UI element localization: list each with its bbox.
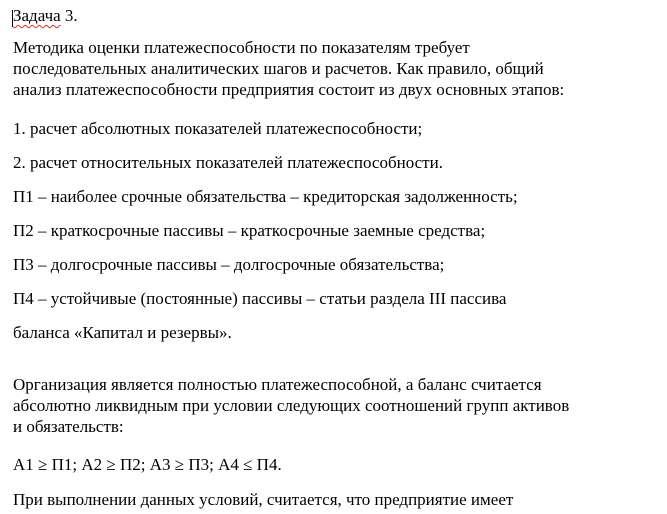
conditions-text: А1 ≥ П1; А2 ≥ П2; А3 ≥ П3; А4 ≤ П4. bbox=[13, 455, 282, 474]
task-title bbox=[13, 6, 78, 26]
paragraph1-line3: анализ платежеспособности предприятия состоит из двух основных этапов: bbox=[13, 80, 565, 99]
p1-definition: П1 – наиболее срочные обязательства – кредиторская задолженность; bbox=[13, 187, 518, 206]
paragraph2-line1: Организация является полностью платежеспособной, а баланс считается bbox=[13, 375, 542, 394]
paragraph2-line2: абсолютно ликвидным при условии следующих соотношений групп активов bbox=[13, 396, 570, 415]
paragraph1-line2: последовательных аналитических шагов и расчетов. Как правило, общий bbox=[13, 59, 544, 78]
step1-text: 1. расчет абсолютных показателей платежеспособности; bbox=[13, 119, 423, 138]
p4-definition-line1: П4 – устойчивые (постоянные) пассивы – статьи раздела III пассива bbox=[13, 289, 507, 308]
task-title-number: 3. bbox=[60, 6, 78, 25]
p4-definition-line2: баланса «Капитал и резервы». bbox=[13, 323, 232, 342]
task-title-word: Задача bbox=[13, 6, 61, 25]
p3-definition: П3 – долгосрочные пассивы – долгосрочные обязательства; bbox=[13, 255, 445, 274]
paragraph2-line3: и обязательств: bbox=[13, 417, 124, 436]
step2-text: 2. расчет относительных показателей платежеспособности. bbox=[13, 153, 443, 172]
text-cursor bbox=[12, 10, 13, 27]
p2-definition: П2 – краткосрочные пассивы – краткосрочные заемные средства; bbox=[13, 221, 486, 240]
paragraph1-line1: Методика оценки платежеспособности по показателям требует bbox=[13, 38, 470, 57]
last-line-text: При выполнении данных условий, считается, что предприятие имеет bbox=[13, 490, 514, 509]
